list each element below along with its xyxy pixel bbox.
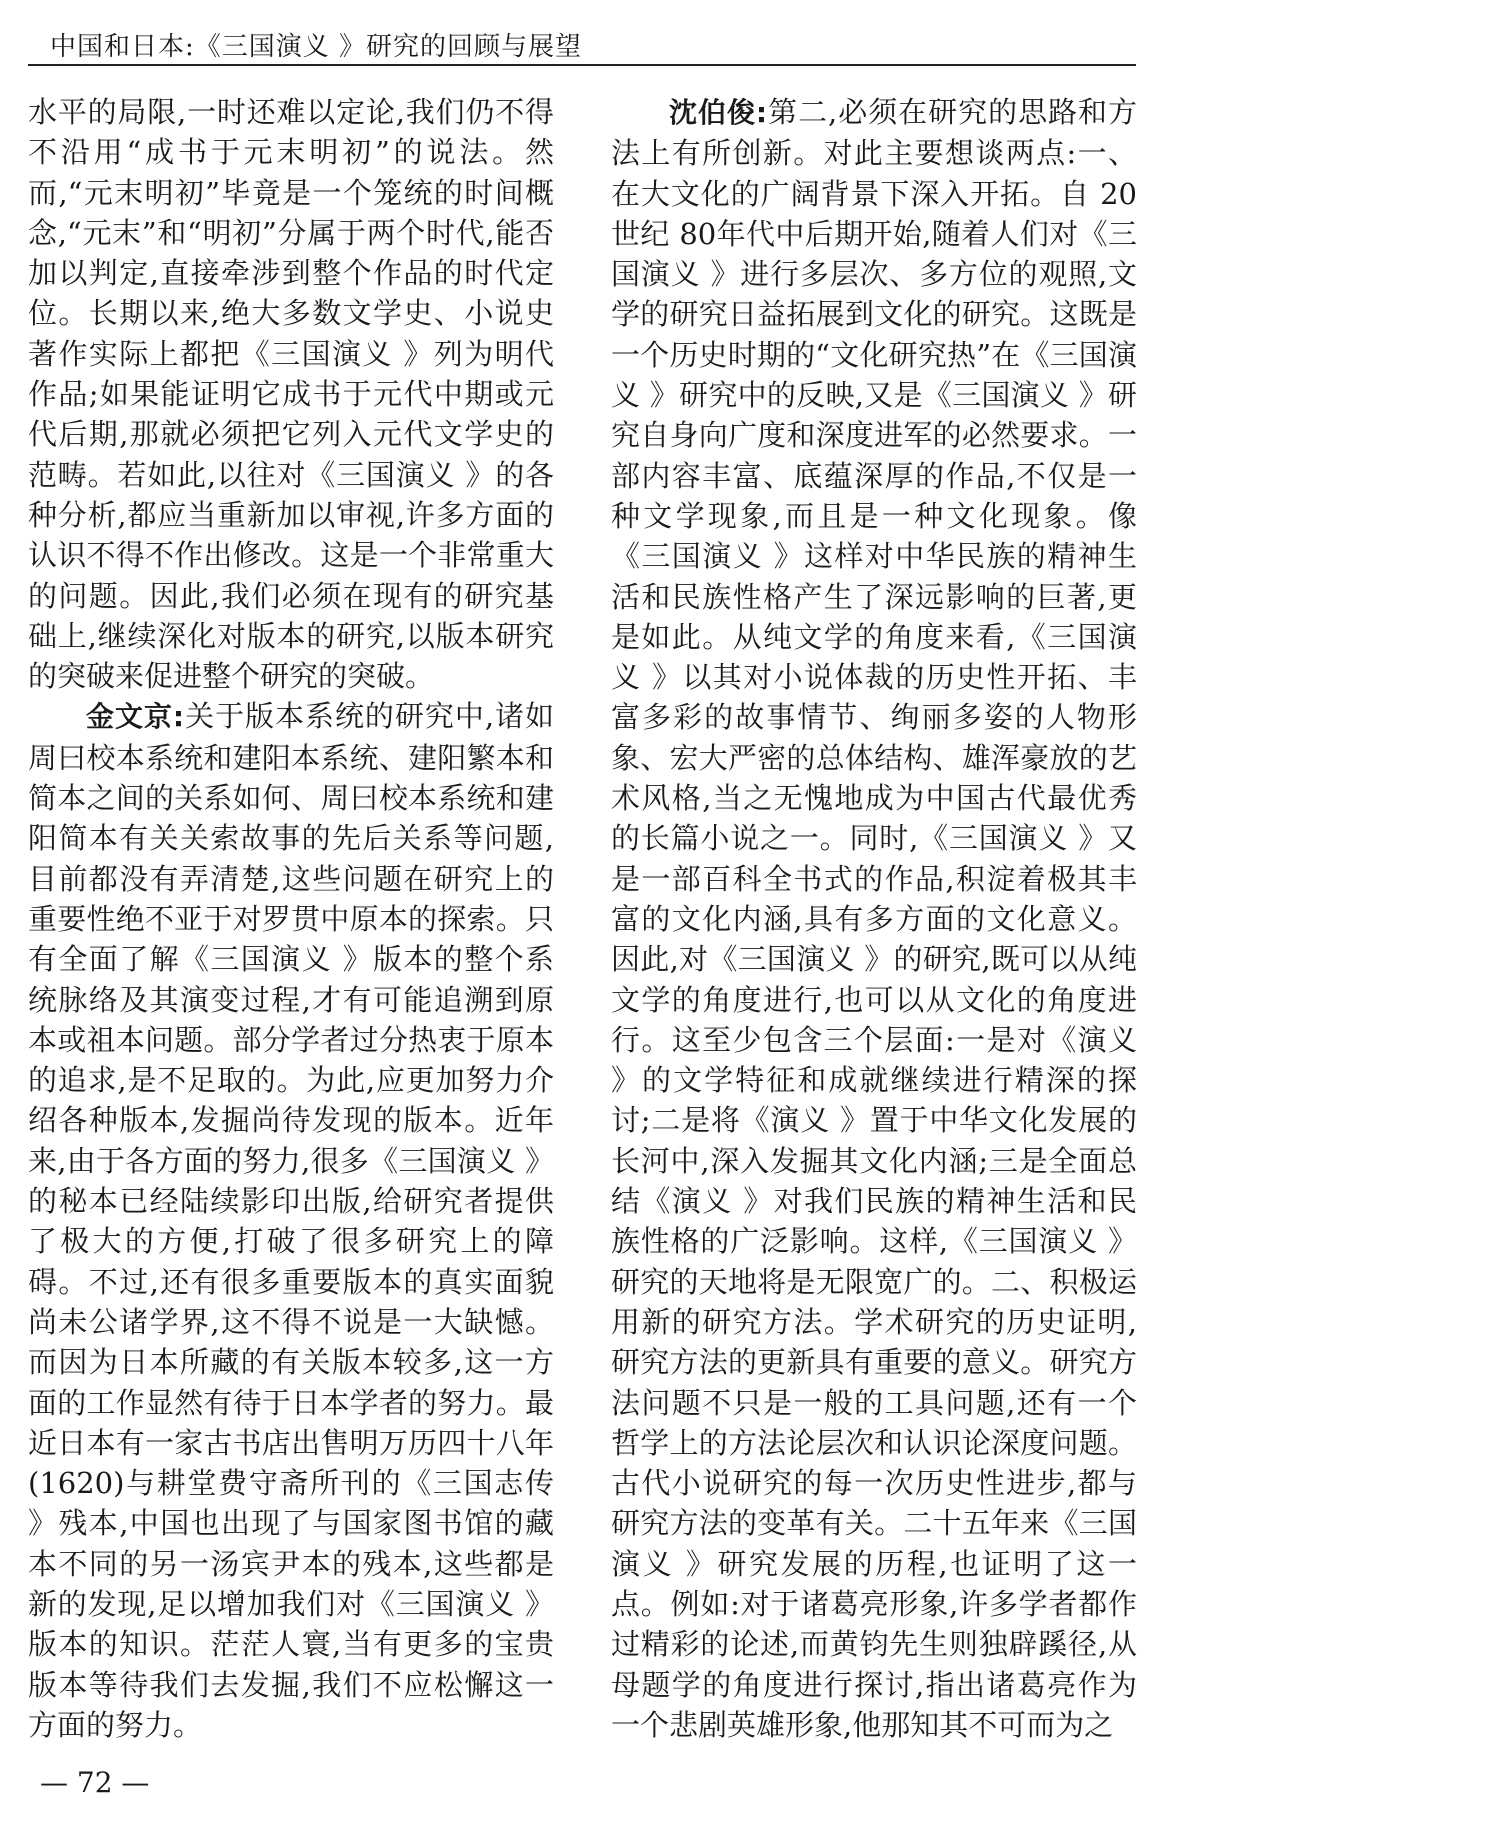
running-header: 中国和日本:《三国演义 》研究的回顾与展望 xyxy=(50,32,583,62)
paragraph-text: 关于版本系统的研究中,诸如周曰校本系统和建阳本系统、建阳繁本和简本之间的关系如何、周曰校本系统和建阳简本有关关索故事的先后关系等问题,目前都没有弄清楚,这些问题在研究上的重要性绝不亚于对罗贯中原本的探索。只有全面了解《三国演义 》版本的整个系统脉络及其演变过程,才有可能追溯到原本或祖本问题。部分学者过分热衷于原本的追求,是不足取的。为此,应更加努力介绍各种版本,发掘尚待发现的版本。近年来,由于各方面的努力,很多《三国演义 》的秘本已经陆续影印出版,给研究者提供了极大的方便,打破了很多研究上的障碍。不过,还有很多重要版本的真实面貌尚未公诸学界,这不得不说是一大缺憾。而因为日本所藏的有关版本较多,这一方面的工作显然有待于日本学者的努力。最近日本有一家古书店出售明万历四十八年(1620)与耕堂费守斋所刊的《三国志传 》残本,中国也出现了与国家图书馆的藏本不同的另一汤宾尹本的残本,这些都是新的发现,足以增加我们对《三国演义 》版本的知识。茫茫人寰,当有更多的宝贵版本等待我们去发掘,我们不应松懈这一方面的努力。 xyxy=(28,699,554,1742)
left-paragraph-1: 水平的局限,一时还难以定论,我们仍不得不沿用“成书于元末明初”的说法。然而,“元末明初”毕竟是一个笼统的时间概念,“元末”和“明初”分属于两个时代,能否加以判定,直接牵涉到整个作品的时代定位。长期以来,绝大多数文学史、小说史著作实际上都把《三国演义 》列为明代作品;如果能证明它成书于元代中期或元代后期,那就必须把它列入元代文学史的范畴。若如此,以往对《三国演义 》的各种分析,都应当重新加以审视,许多方面的认识不得不作出修改。这是一个非常重大的问题。因此,我们必须在现有的研究基础上,继续深化对版本的研究,以版本研究的突破来促进整个研究的突破。 xyxy=(28,95,554,694)
left-column xyxy=(28,92,554,1745)
right-paragraph-1 xyxy=(611,92,1137,1745)
speaker-name: 沈伯俊: xyxy=(669,96,768,129)
speaker-name: 金文京: xyxy=(86,700,185,734)
page-number: — 72 — xyxy=(40,1766,150,1799)
header-rule xyxy=(28,64,1136,66)
left-paragraph-2 xyxy=(28,696,554,1745)
right-column xyxy=(611,92,1137,1745)
paragraph-text: 第二,必须在研究的思路和方法上有所创新。对此主要想谈两点:一、在大文化的广阔背景下深入开拓。自 20世纪 80年代中后期开始,随着人们对《三国演义 》进行多层次、多方位的观照,文学的研究日益拓展到文化的研究。这既是一个历史时期的“文化研究热”在《三国演义 》研究中的反映,又是《三国演义 》研究自身向广度和深度进军的必然要求。一部内容丰富、底蕴深厚的作品,不仅是一种文学现象,而且是一种文化现象。像《三国演义 》这样对中华民族的精神生活和民族性格产生了深远影响的巨著,更是如此。从纯文学的角度来看,《三国演义 》以其对小说体裁的历史性开拓、丰富多彩的故事情节、绚丽多姿的人物形象、宏大严密的总体结构、雄浑豪放的艺术风格,当之无愧地成为中国古代最优秀的长篇小说之一。同时,《三国演义 》又是一部百科全书式的作品,积淀着极其丰富的文化内涵,具有多方面的文化意义。因此,对《三国演义 》的研究,既可以从纯文学的角度进行,也可以从文化的角度进行。这至少包含三个层面:一是对《演义 》的文学特征和成就继续进行精深的探讨;二是将《演义 》置于中华文化发展的长河中,深入发掘其文化内涵;三是全面总结《演义 》对我们民族的精神生活和民族性格的广泛影响。这样,《三国演义 》研究的天地将是无限宽广的。二、积极运用新的研究方法。学术研究的历史证明,研究方法的更新具有重要的意义。研究方法问题不只是一般的工具问题,还有一个哲学上的方法论层次和认识论深度问题。古代小说研究的每一次历史性进步,都与研究方法的变革有关。二十五年来《三国演义 》研究发展的历程,也证明了这一点。例如:对于诸葛亮形象,许多学者都作过精彩的论述,而黄钧先生则独辟蹊径,从母题学的角度进行探讨,指出诸葛亮作为一个悲剧英雄形象,他那知其不可而为之 xyxy=(611,95,1137,1742)
